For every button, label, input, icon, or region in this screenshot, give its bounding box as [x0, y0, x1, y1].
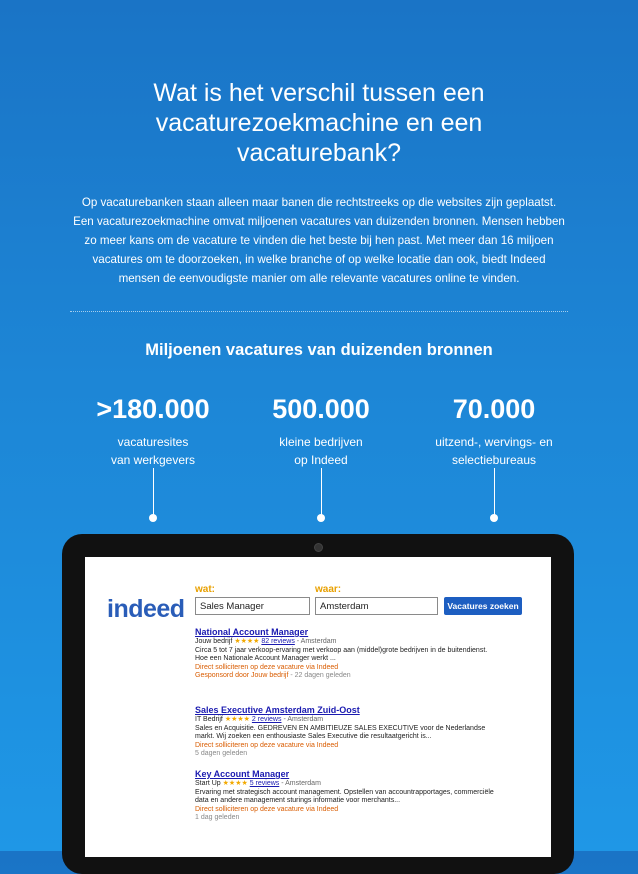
job-title-link[interactable]: Sales Executive Amsterdam Zuid-Oost: [195, 705, 360, 715]
stat-label: uitzend-, wervings- en selectiebureaus: [435, 435, 553, 467]
where-label: waar:: [315, 584, 342, 595]
laptop-screen: [85, 557, 551, 857]
connector-line: [321, 468, 322, 518]
dotted-divider: [70, 311, 568, 312]
section-subtitle: Miljoenen vacatures van duizenden bronnen: [145, 341, 493, 359]
connector-line: [494, 468, 495, 518]
stat-number: >180.000: [96, 394, 210, 424]
laptop-frame: [62, 534, 574, 874]
stat-number: 500.000: [272, 394, 370, 424]
search-button[interactable]: Vacatures zoeken: [444, 597, 522, 615]
stat-number: 70.000: [452, 394, 536, 424]
camera-icon: [314, 543, 323, 552]
reviews-link[interactable]: 82 reviews: [261, 638, 295, 645]
connector-dot: [490, 514, 498, 522]
reviews-link[interactable]: 5 reviews: [249, 780, 280, 787]
apply-link[interactable]: Direct solliciteren op deze vacature via Indeed: [195, 741, 339, 749]
rating-stars-icon: ★★★★: [222, 780, 248, 787]
connector-line: [153, 468, 154, 518]
where-input[interactable]: Amsterdam: [315, 597, 438, 615]
job-result: Key Account Manager Start Up ★★★★ 5 reviews - Amsterdam Ervaring met strategisch account management. Opstellen van accountrapportages, commerciële data en andere management sturings informatie voor merchants... Direct solliciteren op deze vacature via Indeed 1 dag geleden: [195, 769, 545, 823]
connector-dot: [149, 514, 157, 522]
apply-link[interactable]: Direct solliciteren op deze vacature via Indeed: [195, 805, 339, 813]
connector-dot: [317, 514, 325, 522]
intro-paragraph: Op vacaturebanken staan alleen maar banen die rechtstreeks op die websites zijn geplaatst. Een vacaturezoekmachine omvat miljoenen vacatures van duizenden bronnen. Mensen hebben zo meer kans om de vacature te vinden die het beste bij hen past. Met meer dan 16 miljoen vacatures om te doorzoeken, in welke branche of op welke locatie dan ook, biedt Indeed mensen de eenvoudigste manier om alle relevante vacatures online te vinden.: [73, 196, 565, 285]
job-title-link[interactable]: National Account Manager: [195, 627, 309, 637]
apply-link[interactable]: Direct solliciteren op deze vacature via Indeed: [195, 663, 339, 671]
reviews-link[interactable]: 2 reviews: [251, 716, 282, 723]
job-result: National Account Manager Jouw bedrijf ★★★★ 82 reviews - Amsterdam Circa 5 tot 7 jaar verkoop-ervaring met verkoop aan (middel)grote bedrijven in de buitendienst. Hoe een Nationale Account Manager werkt ... Direct solliciteren op deze vacature via Indeed Gesponsord door Jouw bedrijf - 22 dagen geleden: [195, 627, 545, 681]
rating-stars-icon: ★★★★: [224, 716, 250, 723]
indeed-logo: indeed: [107, 595, 185, 623]
job-title-link[interactable]: Key Account Manager: [195, 769, 290, 779]
stat-label: vacaturesites van werkgevers: [110, 435, 196, 467]
stat-uitzendbureaus: [389, 393, 599, 469]
stat-label: kleine bedrijven op Indeed: [279, 435, 363, 467]
rating-stars-icon: ★★★★: [234, 638, 260, 645]
page-title: Wat is het verschil tussen een vacaturezoekmachine en een vacaturebank?: [153, 79, 485, 167]
what-input[interactable]: Sales Manager: [195, 597, 310, 615]
what-label: wat:: [195, 584, 215, 595]
job-result: Sales Executive Amsterdam Zuid-Oost IT Bedrijf ★★★★ 2 reviews - Amsterdam Sales en Acquisitie. GEDREVEN EN AMBITIEUZE SALES EXECUTIVE voor de Nederlandse markt. Wij zoeken een enthousiaste Sales Executive die resultaatgericht is... Direct solliciteren op deze vacature via Indeed 5 dagen geleden: [195, 705, 545, 759]
